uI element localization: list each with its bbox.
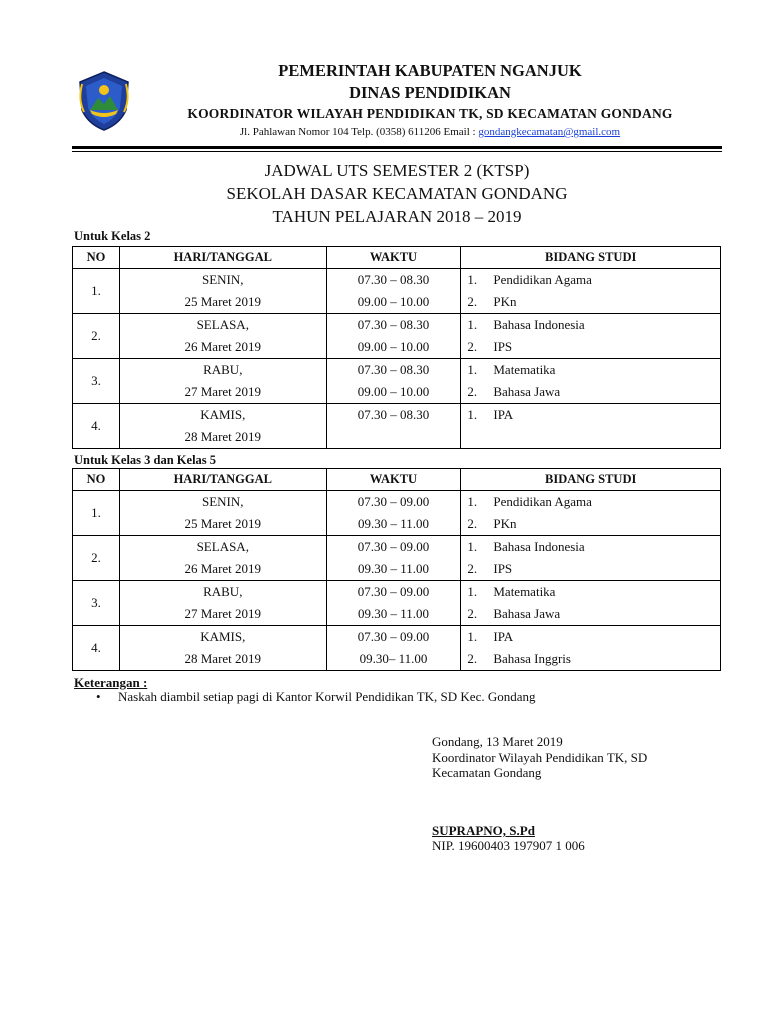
subject-number: 1. xyxy=(467,272,478,287)
email-link[interactable]: gondangkecamatan@gmail.com xyxy=(478,126,621,138)
subject-number: 1. xyxy=(467,494,478,509)
subject-cell xyxy=(461,404,721,449)
signatory-name: SUPRAPNO, S.Pd xyxy=(432,823,535,838)
date: 25 Maret 2019 xyxy=(184,516,262,531)
bullet-icon: • xyxy=(96,689,101,704)
day-date-cell xyxy=(119,404,326,449)
time-slot: 09.00 – 10.00 xyxy=(357,339,430,354)
subject-name: PKn xyxy=(493,516,517,531)
date: 28 Maret 2019 xyxy=(184,429,262,444)
subject-cell xyxy=(461,269,721,314)
day: KAMIS, xyxy=(200,407,246,422)
signature-position: Koordinator Wilayah Pendidikan TK, SD xyxy=(432,750,648,765)
row-no: 3. xyxy=(73,581,120,626)
section-label-class-2: Untuk Kelas 2 xyxy=(74,229,151,243)
letterhead-rule-thick xyxy=(72,146,722,149)
subject-name: Pendidikan Agama xyxy=(493,272,592,287)
subject-name: Bahasa Jawa xyxy=(493,606,561,621)
table-row xyxy=(73,359,721,404)
table-row xyxy=(73,491,721,536)
day: SENIN, xyxy=(202,494,244,509)
subject-name: PKn xyxy=(493,294,517,309)
signature-place-date: Gondang, 13 Maret 2019 xyxy=(432,734,563,749)
subject-cell xyxy=(461,581,721,626)
date: 26 Maret 2019 xyxy=(184,561,262,576)
subject-cell xyxy=(461,491,721,536)
header-subject: BIDANG STUDI xyxy=(461,469,721,491)
table-row xyxy=(73,269,721,314)
time-cell xyxy=(326,581,461,626)
row-no: 3. xyxy=(73,359,120,404)
date: 26 Maret 2019 xyxy=(184,339,262,354)
day: KAMIS, xyxy=(200,629,246,644)
day-date-cell xyxy=(119,359,326,404)
table-header-row xyxy=(73,247,721,269)
time-cell xyxy=(326,626,461,671)
subject-number: 2. xyxy=(467,384,478,399)
subject-number: 2. xyxy=(467,516,478,531)
row-no: 2. xyxy=(73,536,120,581)
address-text: Jl. Pahlawan Nomor 104 Telp. (0358) 611206 Email : xyxy=(239,126,476,138)
notes-item-text: Naskah diambil setiap pagi di Kantor Korwil Pendidikan TK, SD Kec. Gondang xyxy=(118,689,536,704)
day-date-cell xyxy=(119,314,326,359)
date: 27 Maret 2019 xyxy=(184,606,262,621)
subject-name: Matematika xyxy=(493,584,556,599)
row-no: 2. xyxy=(73,314,120,359)
subject-name: IPS xyxy=(493,339,513,354)
time-cell xyxy=(326,491,461,536)
letterhead xyxy=(140,60,720,140)
day: RABU, xyxy=(203,584,243,599)
notes-item xyxy=(96,689,536,705)
time-cell xyxy=(326,359,461,404)
section-label-class-3-5: Untuk Kelas 3 dan Kelas 5 xyxy=(74,453,217,467)
schedule-table-class-3-5 xyxy=(72,468,721,671)
subject-number: 2. xyxy=(467,294,478,309)
subject-cell xyxy=(461,314,721,359)
subject-name: Bahasa Jawa xyxy=(493,384,561,399)
header-time: WAKTU xyxy=(326,247,461,269)
subject-number: 2. xyxy=(467,651,478,666)
subject-number: 1. xyxy=(467,317,478,332)
time-slot: 09.00 – 10.00 xyxy=(357,384,430,399)
time-slot xyxy=(327,426,461,448)
time-slot: 09.30 – 11.00 xyxy=(357,561,429,576)
time-cell xyxy=(326,314,461,359)
time-slot: 07.30 – 09.00 xyxy=(357,494,430,509)
time-slot: 07.30 – 08.30 xyxy=(357,272,430,287)
day: SENIN, xyxy=(202,272,244,287)
notes-label: Keterangan : xyxy=(74,675,148,690)
time-slot: 09.30 – 11.00 xyxy=(357,516,429,531)
subject-cell xyxy=(461,359,721,404)
doc-academic-year: TAHUN PELAJARAN 2018 – 2019 xyxy=(272,207,522,226)
time-cell xyxy=(326,536,461,581)
subject-name: Pendidikan Agama xyxy=(493,494,592,509)
date: 28 Maret 2019 xyxy=(184,651,262,666)
subject-number: 1. xyxy=(467,539,478,554)
subject-name: Matematika xyxy=(493,362,556,377)
subject-number: 2. xyxy=(467,606,478,621)
subject-number: 1. xyxy=(467,407,478,422)
row-no: 1. xyxy=(73,269,120,314)
header-no: NO xyxy=(73,469,120,491)
time-slot: 07.30 – 09.00 xyxy=(357,629,430,644)
row-no: 4. xyxy=(73,626,120,671)
time-slot: 07.30 – 09.00 xyxy=(357,584,430,599)
subject-name: IPS xyxy=(493,561,513,576)
header-day: HARI/TANGGAL xyxy=(119,469,326,491)
subject-number: 1. xyxy=(467,629,478,644)
government-name: PEMERINTAH KABUPATEN NGANJUK xyxy=(278,61,582,80)
table-row xyxy=(73,536,721,581)
subject-cell xyxy=(461,536,721,581)
subject-number: 2. xyxy=(467,339,478,354)
date: 25 Maret 2019 xyxy=(184,294,262,309)
time-slot: 09.00 – 10.00 xyxy=(357,294,430,309)
time-slot: 07.30 – 08.30 xyxy=(357,362,430,377)
header-day: HARI/TANGGAL xyxy=(119,247,326,269)
header-subject: BIDANG STUDI xyxy=(461,247,721,269)
day-date-cell xyxy=(119,269,326,314)
table-row xyxy=(73,581,721,626)
table-header-row xyxy=(73,469,721,491)
subject-number: 1. xyxy=(467,584,478,599)
day-date-cell xyxy=(119,581,326,626)
time-slot: 09.30 – 11.00 xyxy=(357,606,429,621)
office-name: KOORDINATOR WILAYAH PENDIDIKAN TK, SD KECAMATAN GONDANG xyxy=(187,106,673,121)
subject-number: 1. xyxy=(467,362,478,377)
subject-name: IPA xyxy=(493,407,514,422)
time-cell xyxy=(326,269,461,314)
table-row xyxy=(73,314,721,359)
day-date-cell xyxy=(119,536,326,581)
day: SELASA, xyxy=(196,539,249,554)
department-name: DINAS PENDIDIKAN xyxy=(349,83,511,102)
row-no: 1. xyxy=(73,491,120,536)
table-row xyxy=(73,404,721,449)
subject-number: 2. xyxy=(467,561,478,576)
header-time: WAKTU xyxy=(326,469,461,491)
header-no: NO xyxy=(73,247,120,269)
subject-cell xyxy=(461,626,721,671)
subject-name: Bahasa Indonesia xyxy=(493,317,585,332)
time-slot: 07.30 – 09.00 xyxy=(357,539,430,554)
regency-emblem-logo xyxy=(76,70,132,132)
subject-name: Bahasa Indonesia xyxy=(493,539,585,554)
table-row xyxy=(73,626,721,671)
time-slot: 07.30 – 08.30 xyxy=(357,317,430,332)
schedule-table-class-2 xyxy=(72,246,721,449)
signature-position-area: Kecamatan Gondang xyxy=(432,765,542,780)
signatory-nip: NIP. 19600403 197907 1 006 xyxy=(432,838,585,853)
subject-name: IPA xyxy=(493,629,514,644)
day-date-cell xyxy=(119,626,326,671)
office-address xyxy=(140,124,720,140)
day: RABU, xyxy=(203,362,243,377)
letterhead-rule-thin xyxy=(72,151,722,152)
doc-subtitle: SEKOLAH DASAR KECAMATAN GONDANG xyxy=(226,184,568,203)
time-slot: 07.30 – 08.30 xyxy=(357,407,430,422)
date: 27 Maret 2019 xyxy=(184,384,262,399)
doc-title: JADWAL UTS SEMESTER 2 (KTSP) xyxy=(264,161,530,180)
day: SELASA, xyxy=(196,317,249,332)
subject-name: Bahasa Inggris xyxy=(493,651,571,666)
time-cell xyxy=(326,404,461,449)
row-no: 4. xyxy=(73,404,120,449)
day-date-cell xyxy=(119,491,326,536)
time-slot: 09.30– 11.00 xyxy=(359,651,428,666)
